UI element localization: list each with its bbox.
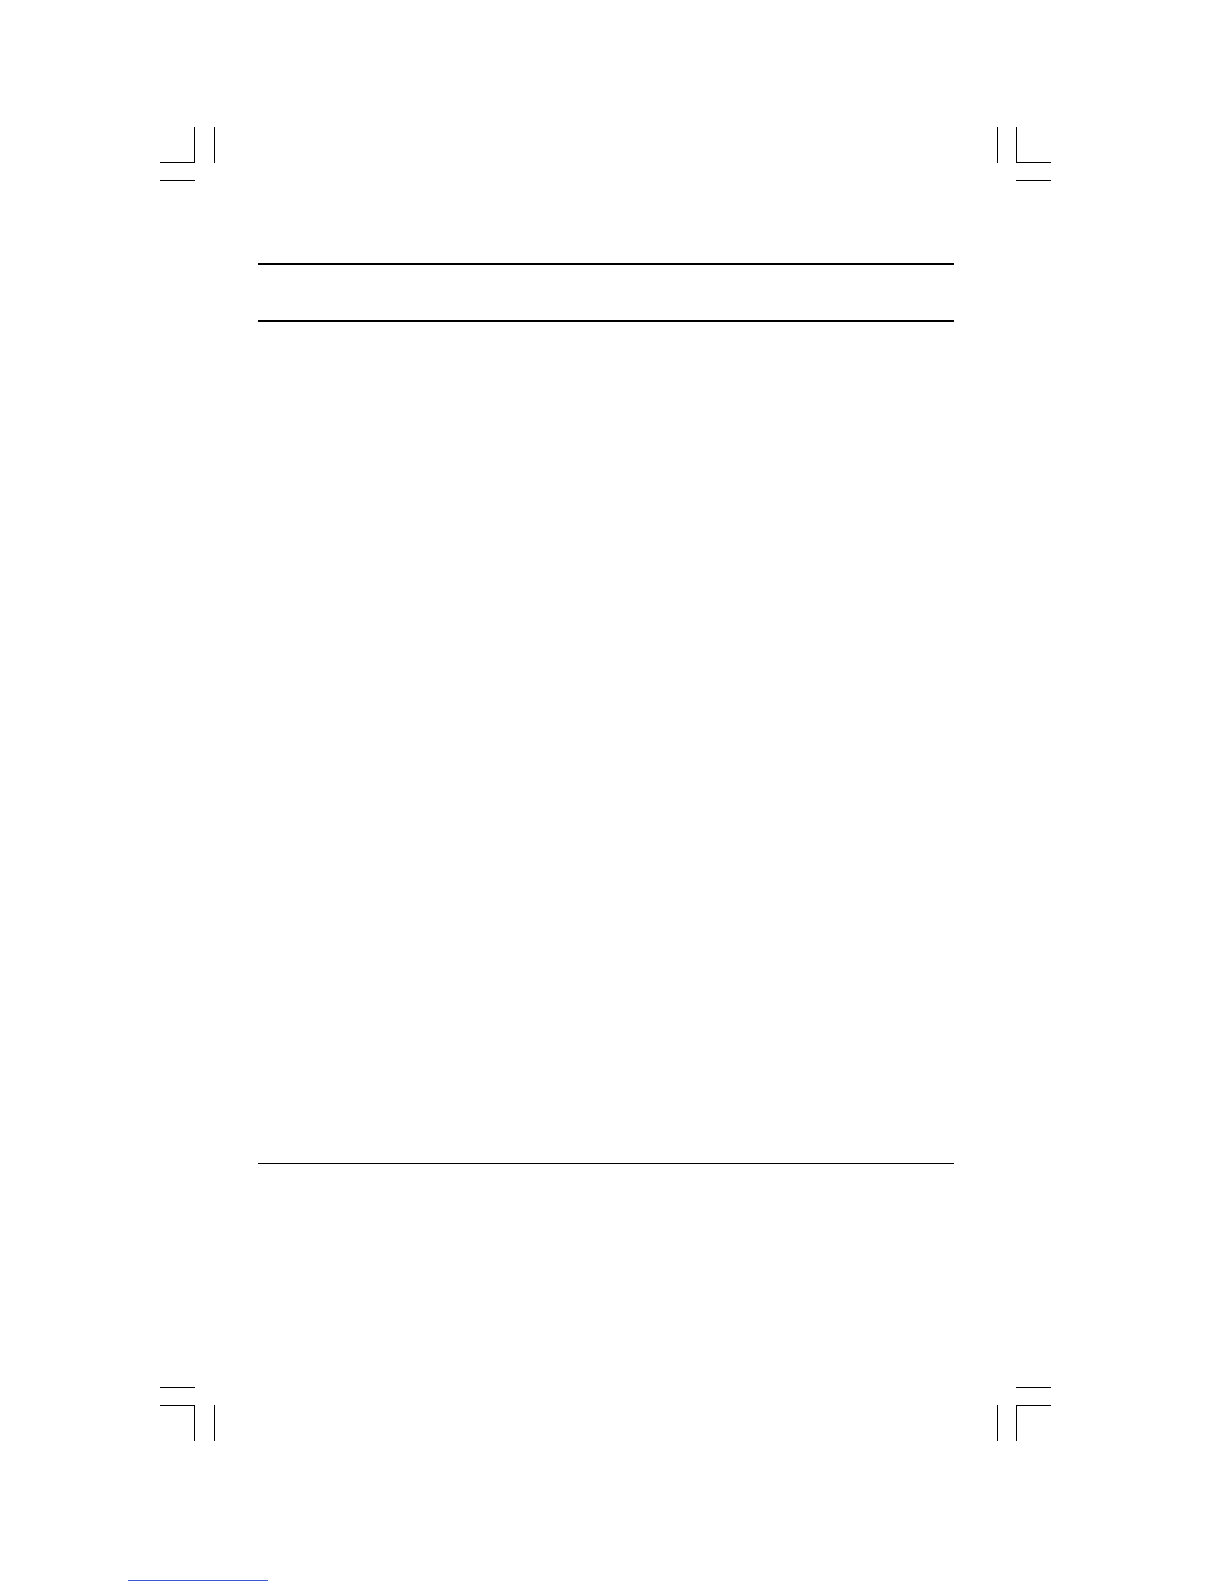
- crop-mark: [997, 127, 998, 163]
- crop-mark: [160, 1387, 195, 1388]
- crop-mark: [1016, 1387, 1051, 1388]
- crop-mark: [1016, 127, 1017, 163]
- footer-link-underline: [128, 1578, 268, 1581]
- table-top-rule: [258, 263, 954, 265]
- crop-mark: [1016, 1405, 1017, 1441]
- crop-mark: [1016, 1405, 1051, 1406]
- crop-mark: [194, 1405, 195, 1441]
- crop-mark: [997, 1405, 998, 1441]
- crop-mark: [214, 1405, 215, 1441]
- table-bottom-rule: [258, 1163, 954, 1164]
- crop-mark: [214, 127, 215, 163]
- crop-mark: [160, 1405, 195, 1406]
- header-rule: [258, 320, 954, 322]
- crop-mark: [1016, 162, 1051, 163]
- crop-mark: [160, 180, 195, 181]
- crop-mark: [1016, 180, 1051, 181]
- crop-mark: [160, 162, 195, 163]
- crop-mark: [194, 127, 195, 163]
